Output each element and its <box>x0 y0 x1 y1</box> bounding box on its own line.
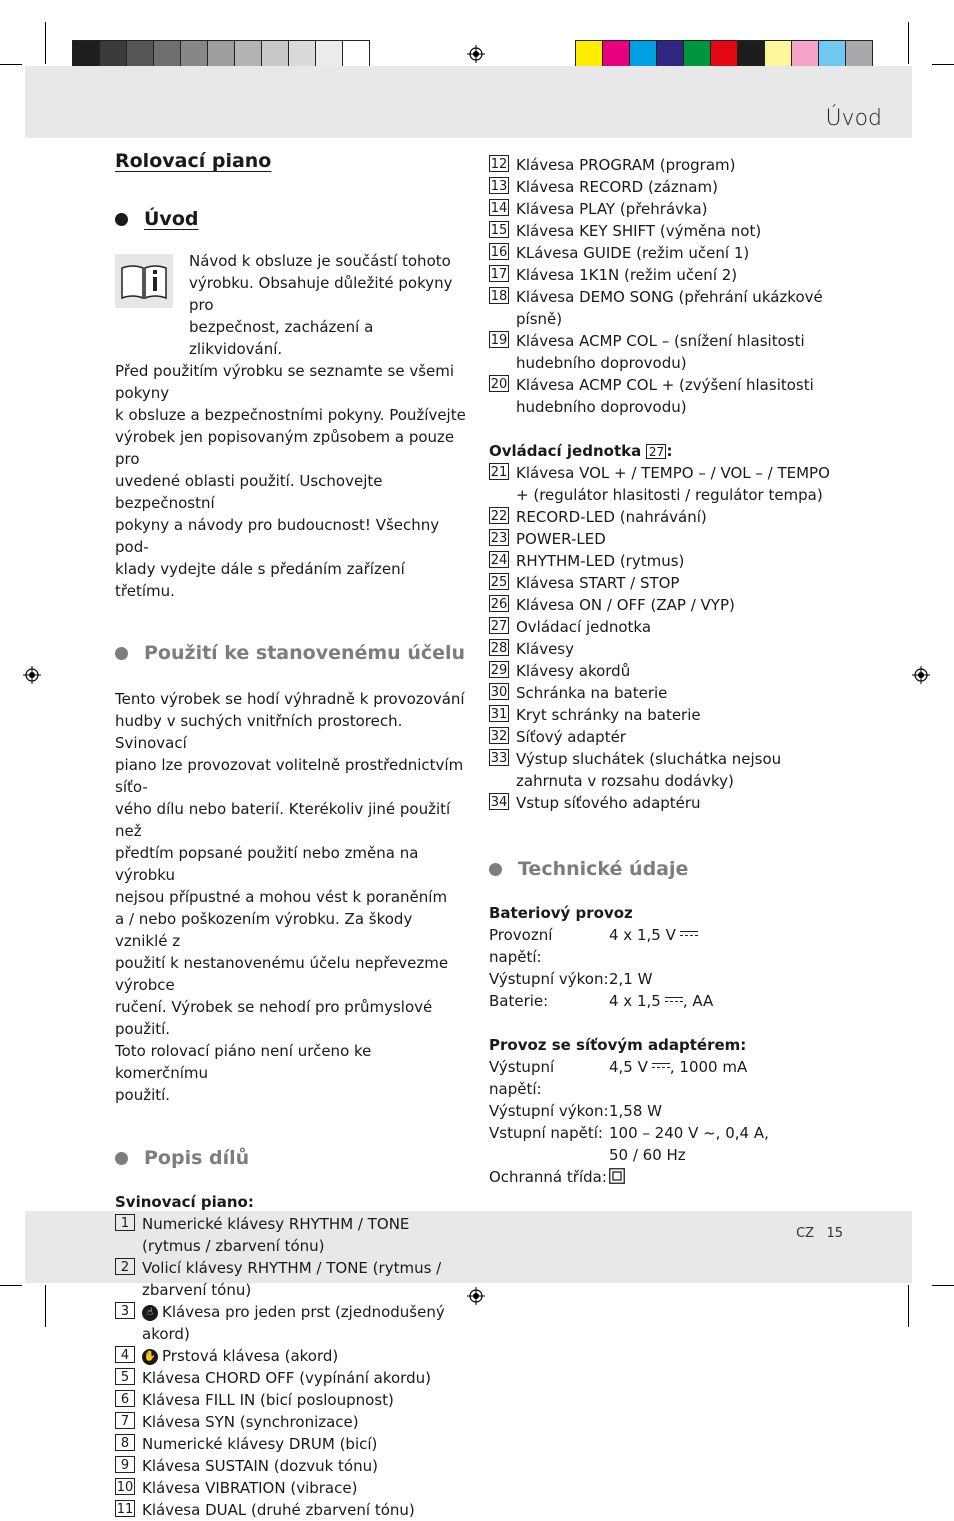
color-swatch <box>154 41 181 69</box>
spec-value: 2,1 W <box>609 970 653 988</box>
part-label: Klávesa VIBRATION (vibrace) <box>142 1479 358 1497</box>
left-column <box>115 150 467 1521</box>
spec-row <box>489 1144 834 1166</box>
part-label: Klávesa KEY SHIFT (výměna not) <box>516 222 762 240</box>
part-number: 6 <box>115 1390 135 1407</box>
page-header-title: Úvod <box>825 106 882 131</box>
part-label: Schránka na baterie <box>516 684 668 702</box>
usage-heading: Použití ke stanovenému účelu <box>144 642 466 664</box>
part-number: 12 <box>490 157 508 172</box>
color-swatch <box>73 41 100 69</box>
part-number: 13 <box>490 179 508 194</box>
color-swatch <box>208 41 235 69</box>
text-line: Toto rolovací piáno není určeno ke komerčnímu <box>115 1042 372 1082</box>
bullet-icon <box>115 647 128 660</box>
text-line: k obsluze a bezpečnostními pokyny. Používejte <box>115 406 466 424</box>
crop-mark <box>908 1285 909 1327</box>
spec-label: Výstupní výkon: <box>489 970 609 988</box>
part-number: 9 <box>115 1456 135 1473</box>
part-item <box>115 1367 467 1389</box>
color-swatch <box>316 41 343 69</box>
text-line: klady vydejte dále s předáním zařízení třetímu. <box>115 560 405 600</box>
text-line: Tento výrobek se hodí výhradně k provozování <box>115 690 465 708</box>
parts-subheading: Svinovací piano: <box>115 1193 254 1211</box>
section-heading-tech <box>489 858 834 880</box>
part-number: 21 <box>490 465 508 480</box>
part-item <box>489 374 834 418</box>
text-line: Návod k obsluze je součástí tohoto <box>189 252 451 270</box>
part-item <box>489 264 834 286</box>
spec-row <box>489 1122 834 1144</box>
part-item <box>489 726 834 748</box>
crop-mark <box>0 1285 22 1286</box>
part-item <box>489 198 834 220</box>
part-item <box>115 1499 467 1521</box>
part-number: 25 <box>490 575 508 590</box>
section-heading-intro <box>115 208 467 230</box>
part-number: 4 <box>115 1346 135 1363</box>
part-label: Klávesa FILL IN (bicí posloupnost) <box>142 1391 394 1409</box>
parts-list-right <box>489 154 834 418</box>
part-label: Klávesa RECORD (záznam) <box>516 178 718 196</box>
part-number: 7 <box>115 1412 135 1429</box>
spec-label: Provozní napětí: <box>489 926 553 966</box>
part-label: Výstup sluchátek (sluchátka nejsou zahrnuta v rozsahu dodávky) <box>516 750 782 790</box>
color-swatch <box>846 41 872 69</box>
control-unit-ref: 27 <box>646 444 666 459</box>
bullet-icon <box>115 1152 128 1165</box>
text-line: výrobek jen popisovaným způsobem a pouze pro <box>115 428 455 468</box>
part-number: 29 <box>490 663 508 678</box>
part-number: 22 <box>490 509 508 524</box>
page-number: 15 <box>826 1226 843 1241</box>
dc-symbol-icon <box>665 997 683 1006</box>
part-number: 23 <box>490 531 508 546</box>
color-swatch <box>657 41 684 69</box>
protection-class-label: Ochranná třída: <box>489 1168 607 1186</box>
one-finger-icon: ☝ <box>142 1305 158 1321</box>
part-number: 16 <box>490 245 508 260</box>
part-item <box>115 1345 467 1367</box>
color-swatch <box>738 41 765 69</box>
spec-row <box>489 1100 834 1122</box>
battery-heading: Bateriový provoz <box>489 904 633 922</box>
part-label: Klávesa ACMP COL + (zvýšení hlasitosti hudebního doprovodu) <box>516 376 814 416</box>
part-label: Vstup síťového adaptéru <box>516 794 701 812</box>
part-item <box>489 242 834 264</box>
part-item <box>489 176 834 198</box>
control-unit-list <box>489 462 834 814</box>
spec-label: Výstupní napětí: <box>489 1058 555 1098</box>
usage-text <box>115 688 467 1106</box>
part-item <box>489 638 834 660</box>
part-number: 17 <box>490 267 508 282</box>
spec-row <box>489 990 834 1012</box>
part-label: Klávesa pro jeden prst (zjednodušený akord) <box>142 1303 445 1343</box>
page-footer <box>796 1226 843 1241</box>
part-item <box>115 1455 467 1477</box>
parts-heading: Popis dílů <box>144 1147 250 1169</box>
part-label: Klávesa START / STOP <box>516 574 680 592</box>
part-number: 26 <box>490 597 508 612</box>
tech-heading: Technické údaje <box>518 858 689 880</box>
part-label: Numerické klávesy RHYTHM / TONE (rytmus / zbarvení tónu) <box>142 1215 410 1255</box>
part-item <box>115 1257 467 1301</box>
color-swatch <box>684 41 711 69</box>
part-number: 31 <box>490 707 508 722</box>
protection-class-row <box>489 1166 834 1188</box>
text-line: piano lze provozovat volitelně prostřednictvím síťo- <box>115 756 464 796</box>
part-item <box>489 682 834 704</box>
crop-mark <box>932 64 954 65</box>
crop-mark <box>908 22 909 64</box>
part-label: Ovládací jednotka <box>516 618 652 636</box>
part-item <box>115 1433 467 1455</box>
part-item <box>489 550 834 572</box>
control-unit-label: Ovládací jednotka <box>489 442 642 460</box>
parts-list-left <box>115 1213 467 1521</box>
intro-text <box>115 250 467 602</box>
part-label: Klávesa DUAL (druhé zbarvení tónu) <box>142 1501 415 1519</box>
adapter-specs <box>489 1056 834 1166</box>
text-line: uvedené oblasti použití. Uschovejte bezpečnostní <box>115 472 383 512</box>
part-label: Klávesa SYN (synchronizace) <box>142 1413 359 1431</box>
part-label: RECORD-LED (nahrávání) <box>516 508 707 526</box>
part-item <box>489 462 834 506</box>
crop-mark <box>0 64 22 65</box>
crop-mark <box>932 1285 954 1286</box>
part-item <box>489 220 834 242</box>
spec-value: 4 x 1,5 <box>609 992 661 1010</box>
spec-label: Vstupní napětí: <box>489 1124 603 1142</box>
part-label: Volicí klávesy RHYTHM / TONE (rytmus / zbarvení tónu) <box>142 1259 442 1299</box>
color-swatch <box>262 41 289 69</box>
part-item <box>489 660 834 682</box>
part-label: Klávesy akordů <box>516 662 631 680</box>
part-number: 30 <box>490 685 508 700</box>
bullet-icon <box>115 213 128 226</box>
registration-mark-icon <box>467 1287 485 1305</box>
crop-mark <box>45 1285 46 1327</box>
part-label: Klávesa PLAY (přehrávka) <box>516 200 708 218</box>
part-number: 14 <box>490 201 508 216</box>
part-item <box>115 1213 467 1257</box>
part-label: KLávesa GUIDE (režim učení 1) <box>516 244 750 262</box>
spec-value-suffix: , AA <box>682 992 714 1010</box>
header-band <box>25 66 912 138</box>
part-item <box>115 1477 467 1499</box>
text-line: použití. <box>115 1086 171 1104</box>
part-label: Klávesa CHORD OFF (vypínání akordu) <box>142 1369 431 1387</box>
part-number: 24 <box>490 553 508 568</box>
text-line: a / nebo poškozením výrobku. Za škody vzniklé z <box>115 910 413 950</box>
part-label: RHYTHM-LED (rytmus) <box>516 552 685 570</box>
spec-value: 100 – 240 V ~, 0,4 A, <box>609 1124 769 1142</box>
part-number: 10 <box>116 1480 134 1495</box>
color-swatch <box>819 41 846 69</box>
text-line: použití k nestanovenému účelu nepřevezme výrobce <box>115 954 449 994</box>
part-number: 20 <box>490 377 508 392</box>
part-item <box>489 154 834 176</box>
part-number: 32 <box>490 729 508 744</box>
registration-mark-icon <box>23 666 41 684</box>
spec-value: 4 x 1,5 V <box>609 926 676 944</box>
intro-heading: Úvod <box>144 208 199 230</box>
part-item <box>489 594 834 616</box>
part-number: 1 <box>115 1214 135 1231</box>
color-swatch <box>711 41 738 69</box>
section-heading-usage <box>115 642 467 664</box>
text-line: ručení. Výrobek se nehodí pro průmyslové použití. <box>115 998 433 1038</box>
part-item <box>489 286 834 330</box>
part-label: Klávesa ON / OFF (ZAP / VYP) <box>516 596 735 614</box>
spec-value: 1,58 W <box>609 1102 662 1120</box>
part-number: 34 <box>490 795 508 810</box>
spec-value: 4,5 V <box>609 1058 648 1076</box>
section-heading-parts <box>115 1147 467 1169</box>
spec-row <box>489 1056 834 1100</box>
spec-value: 50 / 60 Hz <box>609 1146 686 1164</box>
battery-specs <box>489 924 834 1012</box>
part-item <box>489 704 834 726</box>
registration-mark-icon <box>912 666 930 684</box>
part-item <box>489 572 834 594</box>
part-item <box>489 792 834 814</box>
text-line: výrobku. Obsahuje důležité pokyny pro <box>189 274 453 314</box>
part-label: Klávesy <box>516 640 574 658</box>
part-item <box>489 330 834 374</box>
color-swatch <box>235 41 262 69</box>
spec-row <box>489 924 834 968</box>
part-label: Klávesa VOL + / TEMPO – / VOL – / TEMPO + (regulátor hlasitosti / regulátor tempa) <box>516 464 830 504</box>
dc-symbol-icon <box>652 1063 670 1072</box>
spec-value-suffix: , 1000 mA <box>669 1058 748 1076</box>
part-label: Klávesa 1K1N (režim učení 2) <box>516 266 738 284</box>
class-ii-icon <box>609 1168 625 1184</box>
part-item <box>489 528 834 550</box>
color-swatch <box>127 41 154 69</box>
part-item <box>115 1301 467 1345</box>
part-number: 19 <box>490 333 508 348</box>
text-line: hudby v suchých vnitřních prostorech. Svinovací <box>115 712 403 752</box>
part-number: 27 <box>490 619 508 634</box>
color-swatch <box>343 41 369 69</box>
registration-mark-icon <box>467 45 485 63</box>
main-title: Rolovací piano <box>115 150 272 172</box>
manual-info-icon <box>115 254 173 308</box>
part-number: 33 <box>490 751 508 766</box>
crop-mark <box>45 22 46 64</box>
part-number: 8 <box>115 1434 135 1451</box>
color-swatch <box>181 41 208 69</box>
right-column <box>489 154 834 1188</box>
fingered-chord-icon: ✋ <box>142 1349 158 1365</box>
part-item <box>115 1389 467 1411</box>
color-swatch <box>765 41 792 69</box>
dc-symbol-icon <box>680 931 698 940</box>
text-line: bezpečnost, zacházení a zlikvidování. <box>189 318 374 358</box>
color-swatch <box>289 41 316 69</box>
color-swatch <box>603 41 630 69</box>
part-item <box>489 616 834 638</box>
part-number: 2 <box>115 1258 135 1275</box>
part-item <box>489 506 834 528</box>
part-label: Síťový adaptér <box>516 728 626 746</box>
text-line: pokyny a návody pro budoucnost! Všechny pod- <box>115 516 440 556</box>
spec-row <box>489 968 834 990</box>
adapter-heading: Provoz se síťovým adaptérem: <box>489 1036 747 1054</box>
bullet-icon <box>489 863 502 876</box>
color-swatch <box>630 41 657 69</box>
part-number: 18 <box>490 289 508 304</box>
part-item <box>489 748 834 792</box>
part-number: 5 <box>115 1368 135 1385</box>
text-line: Před použitím výrobku se seznamte se všemi pokyny <box>115 362 455 402</box>
text-line: nejsou přípustné a mohou vést k poraněním <box>115 888 448 906</box>
text-line: vého dílu nebo baterií. Kterékoliv jiné použití než <box>115 800 451 840</box>
part-label: Klávesa PROGRAM (program) <box>516 156 736 174</box>
part-label: Prstová klávesa (akord) <box>162 1347 339 1365</box>
spec-label <box>489 1144 609 1166</box>
spec-label: Baterie: <box>489 992 549 1010</box>
intro-text-body <box>115 360 467 602</box>
spec-label: Výstupní výkon: <box>489 1102 609 1120</box>
control-unit-heading: Ovládací jednotka 27 : <box>489 442 673 460</box>
part-number: 3 <box>115 1302 135 1319</box>
part-label: Klávesa SUSTAIN (dozvuk tónu) <box>142 1457 378 1475</box>
part-label: Kryt schránky na baterie <box>516 706 701 724</box>
part-number: 28 <box>490 641 508 656</box>
color-swatch <box>792 41 819 69</box>
part-label: POWER-LED <box>516 530 606 548</box>
text-line: předtím popsané použití nebo změna na výrobku <box>115 844 419 884</box>
part-number: 15 <box>490 223 508 238</box>
color-swatch <box>576 41 603 69</box>
part-label: Klávesa DEMO SONG (přehrání ukázkové písně) <box>516 288 823 328</box>
part-label: Klávesa ACMP COL – (snížení hlasitosti hudebního doprovodu) <box>516 332 805 372</box>
color-swatch <box>100 41 127 69</box>
part-label: Numerické klávesy DRUM (bicí) <box>142 1435 378 1453</box>
part-number: 11 <box>116 1502 134 1517</box>
language-code: CZ <box>796 1226 815 1241</box>
part-item <box>115 1411 467 1433</box>
